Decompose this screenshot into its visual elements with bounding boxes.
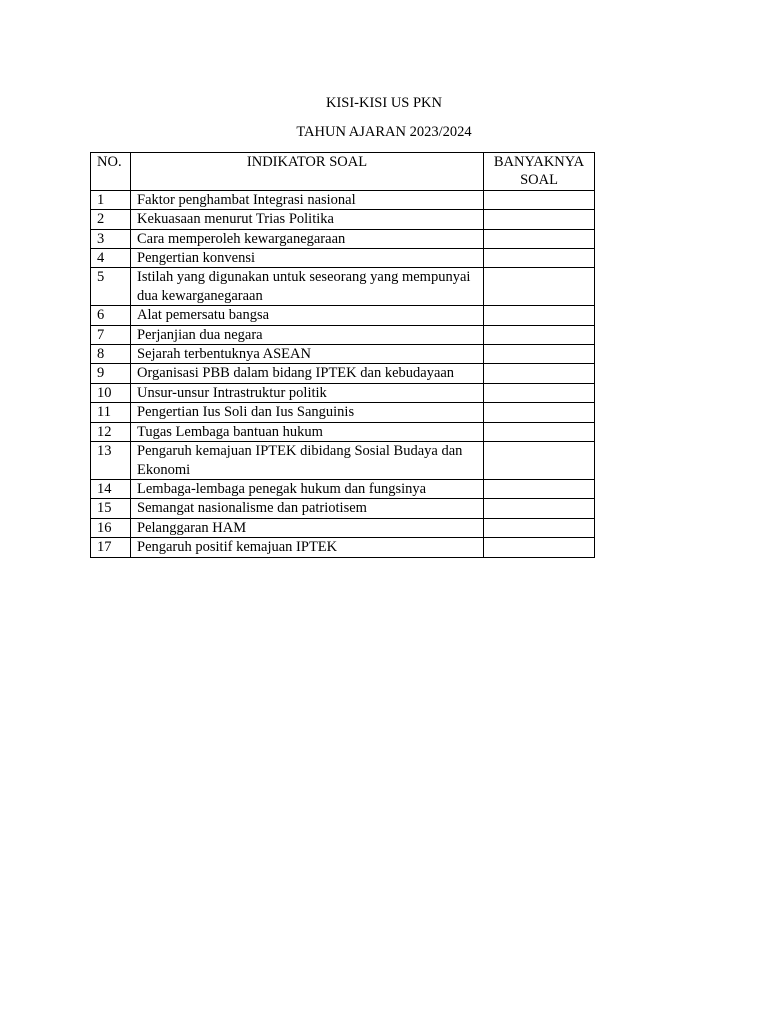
table-row xyxy=(91,229,595,248)
document-subtitle: TAHUN AJARAN 2023/2024 xyxy=(296,124,472,140)
row-indikator: Faktor penghambat Integrasi nasional xyxy=(131,190,484,209)
row-number: 5 xyxy=(91,268,131,306)
table-row xyxy=(91,268,595,306)
row-indikator: Lembaga-lembaga penegak hukum dan fungsinya xyxy=(131,479,484,498)
row-number: 2 xyxy=(91,210,131,229)
table-row xyxy=(91,383,595,402)
row-number: 11 xyxy=(91,403,131,422)
row-indikator: Pelanggaran HAM xyxy=(131,518,484,537)
row-banyaknya xyxy=(484,268,595,306)
row-number: 10 xyxy=(91,383,131,402)
row-indikator: Tugas Lembaga bantuan hukum xyxy=(131,422,484,441)
row-banyaknya xyxy=(484,325,595,344)
row-number: 8 xyxy=(91,345,131,364)
row-number: 9 xyxy=(91,364,131,383)
row-number: 15 xyxy=(91,499,131,518)
table-row xyxy=(91,422,595,441)
table-row xyxy=(91,345,595,364)
row-indikator: Pengaruh kemajuan IPTEK dibidang Sosial Budaya dan Ekonomi xyxy=(131,442,484,480)
row-banyaknya xyxy=(484,364,595,383)
row-number: 1 xyxy=(91,190,131,209)
row-number: 12 xyxy=(91,422,131,441)
row-banyaknya xyxy=(484,210,595,229)
table-row xyxy=(91,210,595,229)
table-row xyxy=(91,442,595,480)
header-no: NO. xyxy=(91,153,131,191)
row-number: 14 xyxy=(91,479,131,498)
row-banyaknya xyxy=(484,345,595,364)
row-banyaknya xyxy=(484,518,595,537)
row-banyaknya xyxy=(484,249,595,268)
row-banyaknya xyxy=(484,499,595,518)
row-indikator: Semangat nasionalisme dan patriotisem xyxy=(131,499,484,518)
row-banyaknya xyxy=(484,306,595,325)
table-row xyxy=(91,538,595,557)
table-row xyxy=(91,325,595,344)
row-number: 13 xyxy=(91,442,131,480)
row-banyaknya xyxy=(484,422,595,441)
row-indikator: Alat pemersatu bangsa xyxy=(131,306,484,325)
table-row xyxy=(91,479,595,498)
document-title: KISI-KISI US PKN xyxy=(325,95,442,111)
table-row xyxy=(91,499,595,518)
table-row xyxy=(91,190,595,209)
row-banyaknya xyxy=(484,442,595,480)
row-banyaknya xyxy=(484,403,595,422)
row-banyaknya xyxy=(484,190,595,209)
kisi-kisi-table xyxy=(90,152,595,558)
header-banyaknya: BANYAKNYA SOAL xyxy=(484,153,595,191)
row-number: 7 xyxy=(91,325,131,344)
row-indikator: Pengertian konvensi xyxy=(131,249,484,268)
row-indikator: Pengaruh positif kemajuan IPTEK xyxy=(131,538,484,557)
row-number: 16 xyxy=(91,518,131,537)
row-indikator: Organisasi PBB dalam bidang IPTEK dan kebudayaan xyxy=(131,364,484,383)
row-indikator: Unsur-unsur Intrastruktur politik xyxy=(131,383,484,402)
row-number: 17 xyxy=(91,538,131,557)
row-banyaknya xyxy=(484,538,595,557)
row-number: 4 xyxy=(91,249,131,268)
row-indikator: Istilah yang digunakan untuk seseorang yang mempunyai dua kewarganegaraan xyxy=(131,268,484,306)
row-banyaknya xyxy=(484,479,595,498)
row-number: 3 xyxy=(91,229,131,248)
row-indikator: Kekuasaan menurut Trias Politika xyxy=(131,210,484,229)
table-row xyxy=(91,249,595,268)
table-row xyxy=(91,518,595,537)
table-body xyxy=(91,190,595,557)
header-indikator: INDIKATOR SOAL xyxy=(131,153,484,191)
row-number: 6 xyxy=(91,306,131,325)
row-indikator: Sejarah terbentuknya ASEAN xyxy=(131,345,484,364)
row-indikator: Perjanjian dua negara xyxy=(131,325,484,344)
table-row xyxy=(91,403,595,422)
table-header-row xyxy=(91,153,595,191)
row-indikator: Cara memperoleh kewarganegaraan xyxy=(131,229,484,248)
table-row xyxy=(91,306,595,325)
row-banyaknya xyxy=(484,229,595,248)
row-banyaknya xyxy=(484,383,595,402)
row-indikator: Pengertian Ius Soli dan Ius Sanguinis xyxy=(131,403,484,422)
table-row xyxy=(91,364,595,383)
